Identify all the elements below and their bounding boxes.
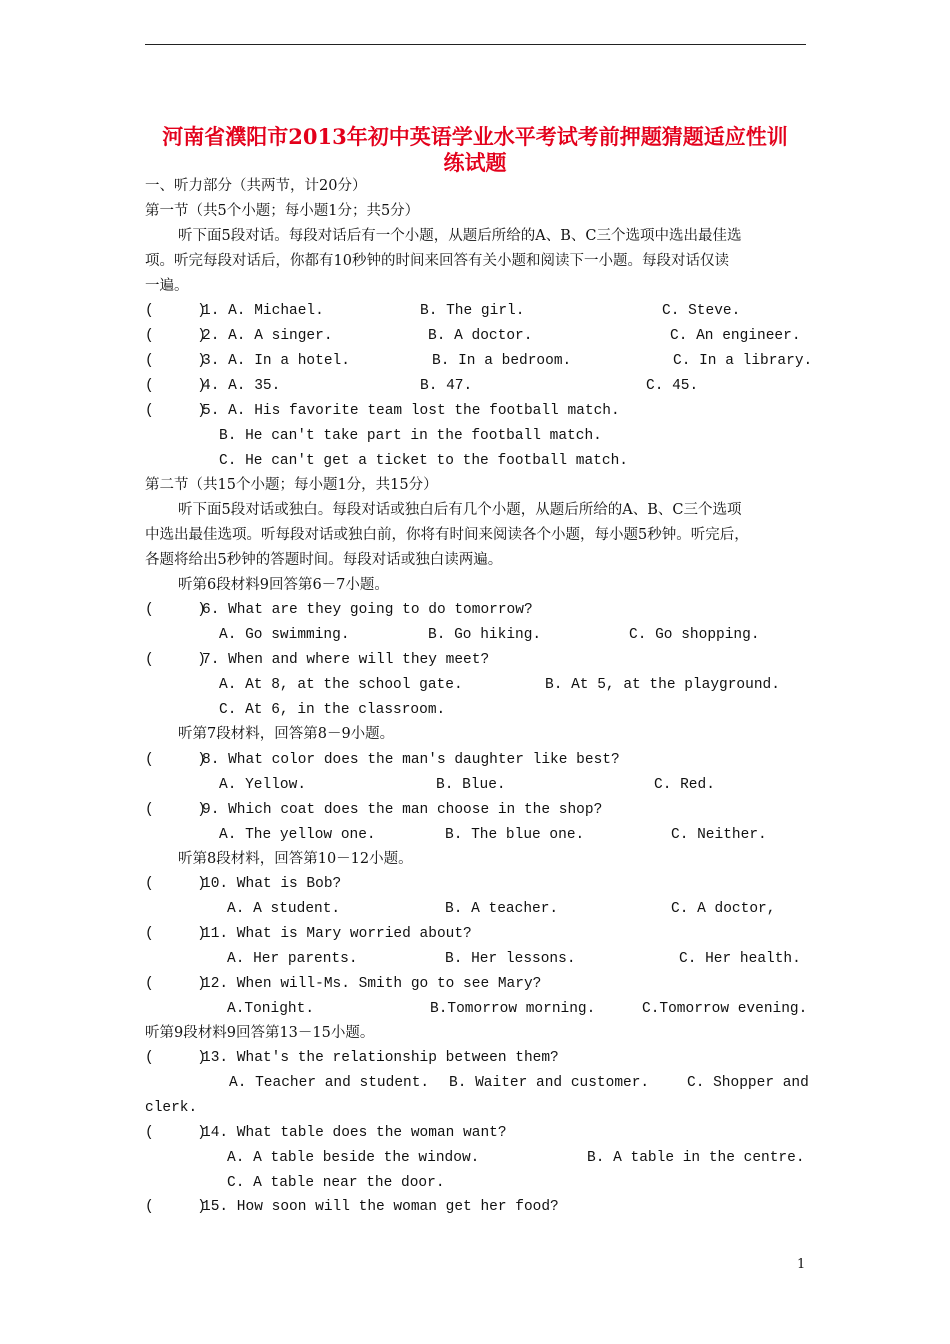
q10-option-a: A. A student. [227,901,341,917]
q7-option-c: C. At 6, in the classroom. [219,702,446,718]
q8-option-b: B. Blue. [436,777,506,793]
answer-blank[interactable]: ( ) [145,328,206,344]
answer-blank[interactable]: ( ) [145,876,206,892]
material-7-heading: 听第7段材料，回答第8－9小题。 [178,726,395,742]
q12-option-b: B.Tomorrow morning. [430,1001,596,1017]
q14-option-c: C. A table near the door. [227,1175,445,1191]
q9-option-c: C. Neither. [671,827,767,843]
q5-option-c: C. He can't get a ticket to the football match. [219,453,628,469]
q7-stem: 7. When and where will they meet? [202,652,490,668]
answer-blank[interactable]: ( ) [145,1199,206,1215]
q12-option-a: A.Tonight. [227,1001,315,1017]
q9-option-b: B. The blue one. [445,827,585,843]
q11-stem: 11. What is Mary worried about? [202,926,472,942]
section2-instructions-1: 听下面5段对话或独白。每段对话或独白后有几个小题，从题后所给的A、B、C三个选项 [178,502,742,518]
q11-option-c: C. Her health. [679,951,801,967]
q13-option-c: C. Shopper and [687,1075,809,1091]
answer-blank[interactable]: ( ) [145,303,206,319]
q7-option-a: A. At 8, at the school gate. [219,677,463,693]
q13-option-c-cont: clerk. [145,1100,198,1116]
q2-stem: 2. A. A singer. [202,328,333,344]
page-number: 1 [797,1257,806,1272]
answer-blank[interactable]: ( ) [145,752,206,768]
q4-stem: 4. A. 35. [202,378,281,394]
section1-heading: 第一节（共5个小题；每小题1分；共5分） [145,203,420,219]
q9-stem: 9. Which coat does the man choose in the shop? [202,802,603,818]
q12-option-c: C.Tomorrow evening. [642,1001,808,1017]
section2-instructions-2: 中选出最佳选项。听每段对话或独白前，你将有时间来阅读各个小题，每小题5秒钟。听完后， [145,527,749,543]
section2-instructions-3: 各题将给出5秒钟的答题时间。每段对话或独白读两遍。 [145,552,503,568]
q1-stem: 1. A. Michael. [202,303,324,319]
q2-option-c: C. An engineer. [670,328,801,344]
q8-stem: 8. What color does the man's daughter like best? [202,752,620,768]
q4-option-b: B. 47. [420,378,473,394]
answer-blank[interactable]: ( ) [145,353,206,369]
q6-option-a: A. Go swimming. [219,627,350,643]
q14-stem: 14. What table does the woman want? [202,1125,507,1141]
q8-option-c: C. Red. [654,777,715,793]
q10-option-b: B. A teacher. [445,901,559,917]
q4-option-c: C. 45. [646,378,699,394]
q10-stem: 10. What is Bob? [202,876,342,892]
q6-option-b: B. Go hiking. [428,627,542,643]
answer-blank[interactable]: ( ) [145,1125,206,1141]
section1-instructions-1: 听下面5段对话。每段对话后有一个小题，从题后所给的A、B、C三个选项中选出最佳选 [178,228,742,244]
q13-option-a: A. Teacher and student. [229,1075,430,1091]
q13-option-b: B. Waiter and customer. [449,1075,650,1091]
q1-option-b: B. The girl. [420,303,525,319]
answer-blank[interactable]: ( ) [145,378,206,394]
q5-stem: 5. A. His favorite team lost the football match. [202,403,620,419]
answer-blank[interactable]: ( ) [145,926,206,942]
q6-stem: 6. What are they going to do tomorrow? [202,602,533,618]
q1-option-c: C. Steve. [662,303,741,319]
answer-blank[interactable]: ( ) [145,403,206,419]
q9-option-a: A. The yellow one. [219,827,376,843]
q13-stem: 13. What's the relationship between them? [202,1050,559,1066]
q14-option-b: B. A table in the centre. [587,1150,805,1166]
q2-option-b: B. A doctor. [428,328,533,344]
material-8-heading: 听第8段材料，回答第10－12小题。 [178,851,413,867]
document-title-line1: 河南省濮阳市2013年初中英语学业水平考试考前押题猜题适应性训 [162,124,788,149]
q7-option-b: B. At 5, at the playground. [545,677,780,693]
section1-instructions-2: 项。听完每段对话后，你都有10秒钟的时间来回答有关小题和阅读下一小题。每段对话仅读 [145,253,729,269]
q3-stem: 3. A. In a hotel. [202,353,350,369]
part1-heading: 一、听力部分（共两节，计20分） [145,178,367,194]
answer-blank[interactable]: ( ) [145,802,206,818]
q15-stem: 15. How soon will the woman get her food? [202,1199,559,1215]
document-title-line2: 练试题 [443,150,507,175]
q11-option-b: B. Her lessons. [445,951,576,967]
q6-option-c: C. Go shopping. [629,627,760,643]
q5-option-b: B. He can't take part in the football match. [219,428,602,444]
q3-option-b: B. In a bedroom. [432,353,572,369]
answer-blank[interactable]: ( ) [145,602,206,618]
material-9-heading: 听第9段材料9回答第13－15小题。 [145,1025,375,1041]
section1-instructions-3: 一遍。 [145,278,189,294]
answer-blank[interactable]: ( ) [145,976,206,992]
answer-blank[interactable]: ( ) [145,1050,206,1066]
q11-option-a: A. Her parents. [227,951,358,967]
q3-option-c: C. In a library. [673,353,813,369]
section2-heading: 第二节（共15个小题；每小题1分，共15分） [145,477,438,493]
answer-blank[interactable]: ( ) [145,652,206,668]
material-6-heading: 听第6段材料9回答第6－7小题。 [178,577,389,593]
q8-option-a: A. Yellow. [219,777,307,793]
header-rule [145,44,806,45]
q14-option-a: A. A table beside the window. [227,1150,480,1166]
q12-stem: 12. When will-Ms. Smith go to see Mary? [202,976,542,992]
q10-option-c: C. A doctor, [671,901,776,917]
